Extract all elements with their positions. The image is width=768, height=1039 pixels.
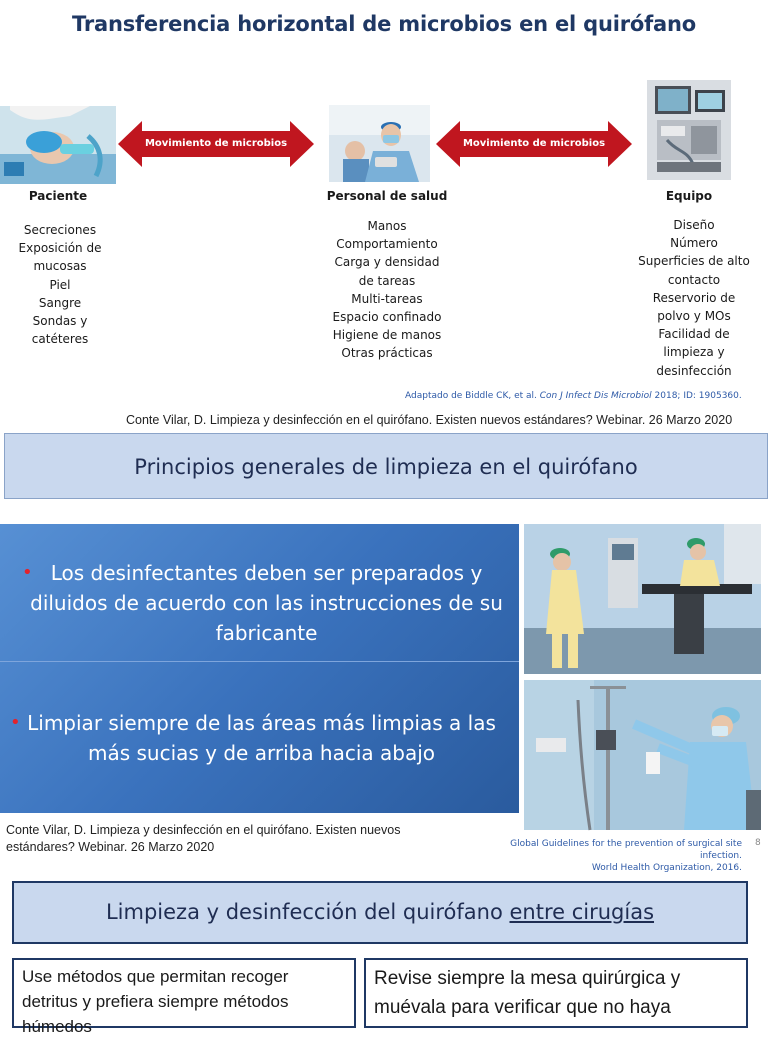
who-guidelines-citation	[466, 838, 742, 874]
patient-photo	[0, 106, 116, 184]
slide2-reference	[6, 822, 400, 856]
list-item: Sangre	[38, 295, 82, 310]
slide2-reference-line2: estándares? Webinar. 26 Marzo 2020	[6, 840, 215, 854]
list-item: Multi-tareas	[351, 291, 423, 306]
list-item: Manos	[367, 219, 407, 233]
list-item: Superficies de alto	[638, 254, 750, 269]
equipment-photo	[647, 80, 731, 180]
column-heading-health-staff: Personal de salud	[326, 189, 448, 203]
principle-bullet-2	[12, 708, 511, 768]
slide1-title: Transferencia horizontal de microbios en el quirófano	[72, 12, 696, 36]
list-item: desinfección	[656, 363, 732, 378]
list-item: mucosas	[33, 259, 87, 274]
slide2-title-banner	[4, 433, 768, 499]
who-citation-line2: World Health Organization, 2016.	[591, 863, 742, 873]
list-item: Higiene de manos	[332, 328, 442, 343]
recommendation-box-1: Use métodos que permitan recoger detritus y prefiera siempre métodos húmedos	[12, 958, 356, 1028]
column-heading-patient: Paciente	[28, 189, 88, 203]
list-item: Piel	[49, 277, 71, 292]
bullet-icon: •	[22, 562, 33, 583]
principle-text-2: Limpiar siempre de las áreas más limpias a las más sucias y de arriba hacia abajo	[27, 711, 496, 765]
list-item: de tareas	[358, 273, 416, 288]
list-item: Sondas y	[32, 314, 88, 329]
arrow-label: Movimiento de microbios	[144, 138, 288, 149]
principle-bullet-1	[22, 558, 511, 648]
list-item: Diseño	[673, 218, 715, 232]
equipment-factors-list	[620, 216, 768, 380]
health-staff-factors-list	[310, 217, 464, 363]
list-item: Facilidad de	[658, 327, 730, 342]
list-item: Reservorio de	[652, 290, 736, 305]
arrow-label: Movimiento de microbios	[462, 138, 606, 149]
principles-panel	[0, 524, 519, 813]
panel-divider	[0, 661, 519, 662]
microbe-movement-arrow-left	[118, 121, 314, 167]
list-item: Carga y densidad	[334, 255, 440, 270]
list-item: catéteres	[31, 332, 89, 347]
column-heading-equipment: Equipo	[665, 189, 713, 203]
patient-factors-list	[0, 221, 120, 348]
list-item: Secreciones	[23, 223, 97, 237]
slide2-title: Principios generales de limpieza en el quirófano	[134, 455, 638, 479]
adapted-citation-journal: Con J Infect Dis Microbiol	[539, 391, 652, 401]
adapted-citation-prefix: Adaptado de Biddle CK, et al.	[405, 391, 540, 401]
list-item: Comportamiento	[336, 237, 438, 252]
page-number: 8	[755, 838, 761, 848]
slide3-title-plain: Limpieza y desinfección del quirófano	[105, 900, 510, 924]
slide2-reference-line1: Conte Vilar, D. Limpieza y desinfección en el quirófano. Existen nuevos	[6, 823, 401, 837]
operating-room-cleaning-photo	[524, 524, 761, 674]
list-item: polvo y MOs	[657, 309, 731, 324]
list-item: Exposición de	[18, 241, 102, 256]
list-item: Espacio confinado	[332, 310, 442, 325]
health-staff-photo	[329, 105, 430, 182]
slide3-title	[14, 883, 746, 942]
bullet-icon: •	[10, 712, 21, 733]
adapted-citation	[405, 391, 742, 401]
list-item: contacto	[667, 272, 721, 287]
slide3-title-banner	[12, 881, 748, 944]
iv-pole-disinfection-photo	[524, 680, 761, 830]
list-item: Otras prácticas	[341, 346, 433, 361]
list-item: Número	[670, 236, 718, 251]
slide3-title-underlined: entre cirugías	[509, 900, 655, 924]
who-citation-line1: Global Guidelines for the prevention of surgical site infection.	[510, 839, 742, 861]
adapted-citation-suffix: 2018; ID: 1905360.	[651, 391, 742, 401]
recommendation-box-2: Revise siempre la mesa quirúrgica y muévala para verificar que no haya	[364, 958, 748, 1028]
microbe-movement-arrow-right	[436, 121, 632, 167]
principle-text-1: Los desinfectantes deben ser preparados y diluidos de acuerdo con las instrucciones de su fabricante	[30, 561, 503, 645]
list-item: limpieza y	[663, 345, 725, 360]
slide1-reference: Conte Vilar, D. Limpieza y desinfección en el quirófano. Existen nuevos estándares? Webinar. 26 Marzo 2020	[126, 413, 733, 427]
